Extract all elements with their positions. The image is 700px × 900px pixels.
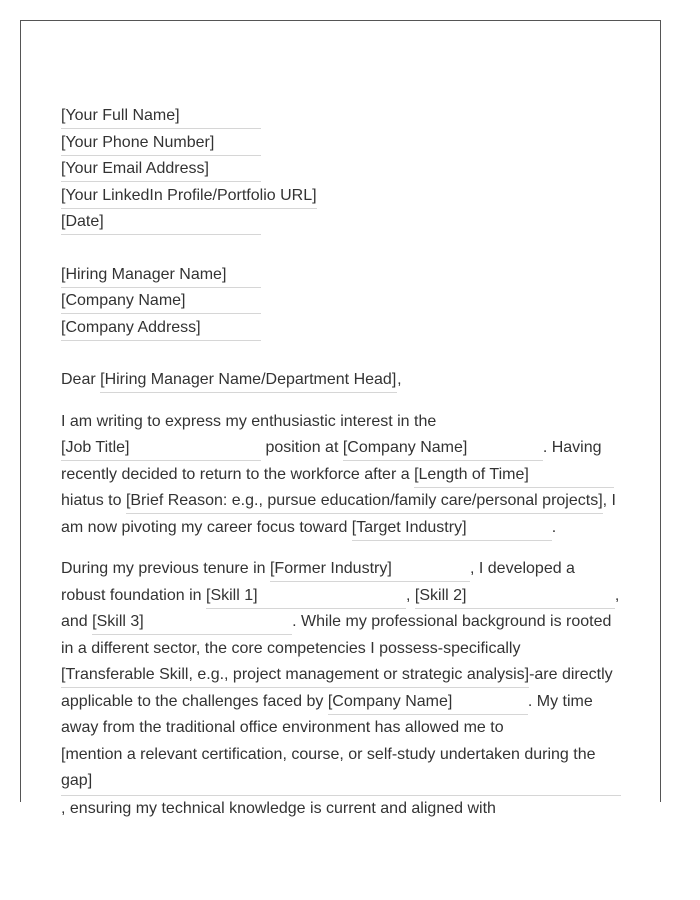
- skill-3-field[interactable]: [Skill 3]: [92, 609, 292, 635]
- document-page: [20, 20, 661, 817]
- company-name-inline-field-2[interactable]: [Company Name]: [328, 689, 528, 715]
- p1-text-6: , I: [602, 492, 616, 509]
- p2-text-10: applicable to the challenges faced by: [61, 692, 328, 710]
- former-industry-field[interactable]: [Former Industry]: [270, 556, 470, 582]
- brief-reason-field[interactable]: [Brief Reason: e.g., pursue education/family care/personal projects]: [126, 488, 603, 514]
- p2-text-9: -are directly: [529, 666, 613, 683]
- date-field[interactable]: [Date]: [61, 209, 261, 235]
- letter-body: [61, 103, 623, 822]
- salutation: [61, 367, 623, 394]
- p1-text-4: recently decided to return to the workforce after a: [61, 465, 415, 483]
- p1-text-5: hiatus to: [61, 492, 126, 509]
- p1-text-3: . Having: [542, 439, 602, 456]
- phone-field[interactable]: [Your Phone Number]: [61, 130, 261, 156]
- p2-text-13: , ensuring my technical knowledge is current and aligned with: [61, 799, 496, 817]
- target-industry-field[interactable]: [Target Industry]: [352, 515, 552, 541]
- linkedin-field[interactable]: [Your LinkedIn Profile/Portfolio URL]: [61, 183, 317, 209]
- skill-2-field[interactable]: [Skill 2]: [415, 583, 615, 609]
- hiring-manager-field[interactable]: [Hiring Manager Name]: [61, 262, 261, 288]
- company-address-field[interactable]: [Company Address]: [61, 315, 261, 341]
- job-title-field[interactable]: [Job Title]: [61, 435, 261, 461]
- company-name-inline-field[interactable]: [Company Name]: [343, 435, 543, 461]
- p2-text-3: robust foundation in: [61, 586, 206, 604]
- length-of-time-field[interactable]: [Length of Time]: [414, 462, 614, 488]
- certification-line-1: [mention a relevant certification, course, or self-study undertaken during the: [61, 745, 596, 763]
- company-name-field[interactable]: [Company Name]: [61, 288, 261, 314]
- p2-text-1: During my previous tenure in: [61, 560, 270, 577]
- p1-text-7: am now pivoting my career focus toward: [61, 518, 352, 536]
- certification-field[interactable]: [61, 742, 621, 796]
- p1-text-8: .: [551, 518, 557, 536]
- p2-text-6: and: [61, 613, 93, 630]
- transferable-skill-field[interactable]: [Transferable Skill, e.g., project management or strategic analysis]: [61, 662, 529, 688]
- skill-1-field[interactable]: [Skill 1]: [206, 583, 406, 609]
- p2-text-12: away from the traditional office environment has allowed me to: [61, 719, 504, 736]
- email-field[interactable]: [Your Email Address]: [61, 156, 261, 182]
- p2-text-8: in a different sector, the core competencies I possess-specifically: [61, 639, 521, 657]
- paragraph-1: [61, 409, 623, 542]
- p1-text-2: position at: [261, 439, 343, 456]
- p2-text-2: , I developed a: [469, 560, 575, 577]
- certification-line-2: gap]: [61, 772, 93, 789]
- p2-text-5: ,: [614, 586, 620, 604]
- p2-text-4: ,: [406, 586, 415, 604]
- p2-text-11: . My time: [527, 692, 593, 710]
- salutation-prefix: Dear: [61, 371, 101, 388]
- full-name-field[interactable]: [Your Full Name]: [61, 103, 261, 129]
- salutation-name-field[interactable]: [Hiring Manager Name/Department Head]: [100, 367, 397, 393]
- paragraph-2: [61, 556, 623, 822]
- p1-text-1: I am writing to express my enthusiastic interest in the: [61, 412, 437, 430]
- salutation-suffix: ,: [397, 371, 402, 388]
- p2-text-7: . While my professional background is rooted: [292, 613, 612, 630]
